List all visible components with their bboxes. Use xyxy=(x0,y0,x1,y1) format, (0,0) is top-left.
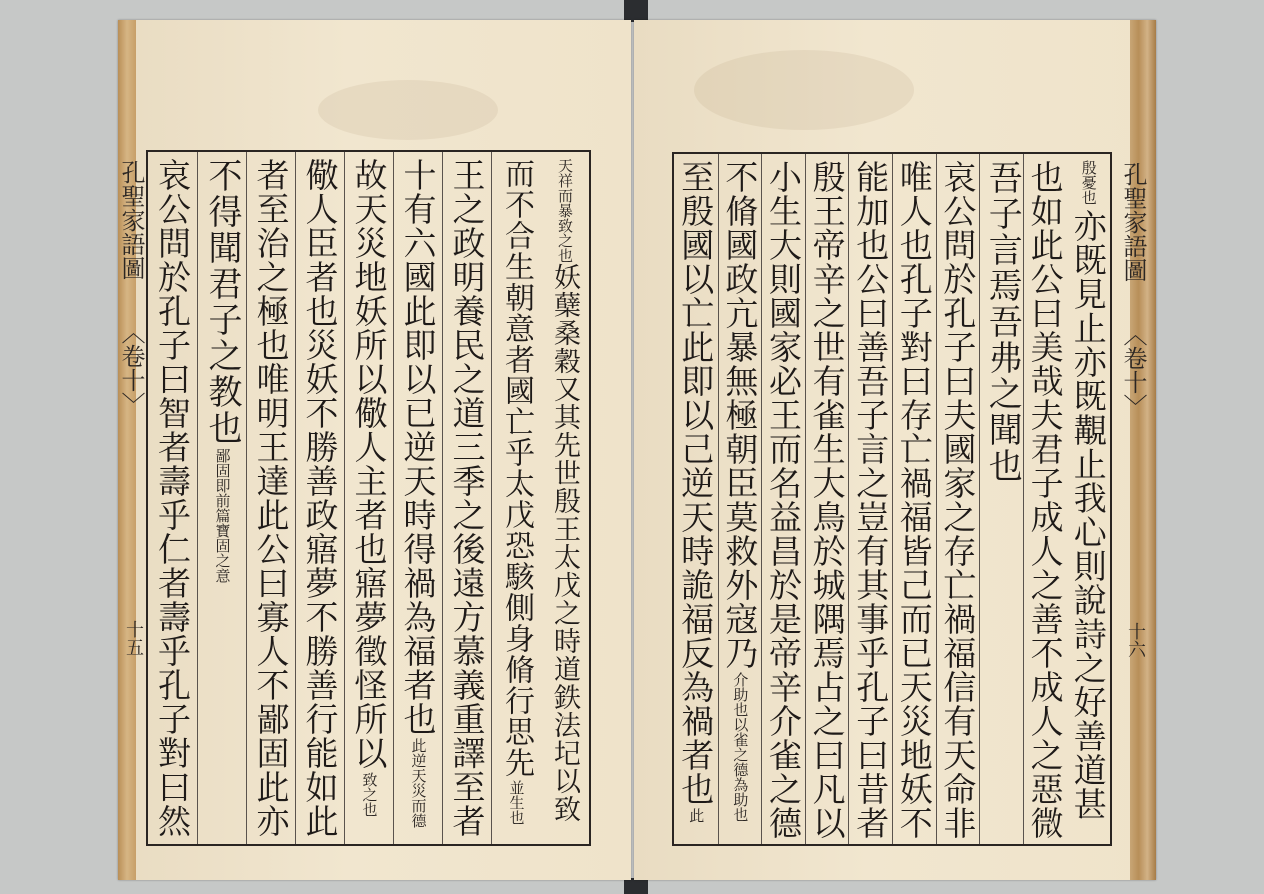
left-text-frame xyxy=(146,150,591,846)
paper-stain xyxy=(694,50,914,130)
annotation-note: 鄙固即前篇寶固之意 xyxy=(213,448,232,583)
book-spine-bottom xyxy=(624,878,648,894)
main-text: 不脩國政亢暴無極朝臣莫救外寇乃 xyxy=(720,160,760,670)
annotation-note: 此 xyxy=(687,808,706,823)
text-column xyxy=(718,154,762,844)
volume-label: 〈卷十〉 xyxy=(1119,322,1147,418)
main-text: 能加也公曰善吾子言之豈有其事乎孔子曰昔者 xyxy=(851,160,891,840)
left-margin-title xyxy=(117,150,145,846)
main-text: 殷王帝辛之世有雀生大鳥於城隅焉占之曰凡以 xyxy=(807,160,847,840)
main-text: 妖蘖桑穀 xyxy=(549,263,580,375)
text-column xyxy=(761,154,805,844)
text-column xyxy=(936,154,980,844)
text-column xyxy=(805,154,849,844)
main-text: 儆人臣者也災妖不勝善政寤夢不勝善行能如此 xyxy=(300,158,340,838)
right-margin-title xyxy=(1119,152,1147,846)
annotation-note: 殷憂也 xyxy=(1079,160,1098,205)
text-column xyxy=(1023,154,1067,844)
annotation-note: 此逆天災而德 xyxy=(409,738,428,828)
main-text: 又其先世殷王太戊之時道鉄法圮以致 xyxy=(549,375,580,823)
right-text-frame xyxy=(672,152,1112,846)
main-text: 吾子言焉吾弗之聞也 xyxy=(982,160,1023,484)
book-spine-top xyxy=(624,0,648,22)
main-text: 小生大則國家必王而名益昌於是帝辛介雀之德 xyxy=(763,160,803,840)
right-page xyxy=(634,20,1156,880)
page-number: 十五 xyxy=(123,620,144,656)
text-column xyxy=(393,152,442,844)
annotation-note: 致之也 xyxy=(360,772,379,817)
page-number: 十六 xyxy=(1125,622,1146,658)
main-text: 而不合生朝意者國亡乎太戊恐駭側身脩行思先 xyxy=(499,158,534,778)
main-text: 至殷國以亡此即以己逆天時詭福反為禍者也 xyxy=(676,160,716,806)
left-page xyxy=(118,20,631,880)
main-text: 十有六國此即以已逆天時得禍為福者也 xyxy=(398,158,438,736)
text-column xyxy=(892,154,936,844)
annotation-note: 天祥而暴致之也 xyxy=(556,158,574,263)
text-column xyxy=(148,152,197,844)
text-column xyxy=(491,152,540,844)
main-text: 也如此公曰美哉夫君子成人之善不成人之惡微 xyxy=(1025,160,1065,840)
volume-label: 〈卷十〉 xyxy=(117,320,145,416)
text-column xyxy=(540,152,589,844)
book-title-vertical: 孔聖家語圖 xyxy=(1119,162,1147,282)
text-column xyxy=(674,154,718,844)
main-text: 故天災地妖所以儆人主者也寤夢徵怪所以 xyxy=(349,158,389,770)
text-column xyxy=(246,152,295,844)
annotation-note: 並生也 xyxy=(507,780,526,825)
main-text: 王之政明養民之道三季之後遠方慕義重譯至者 xyxy=(447,158,487,838)
text-column xyxy=(442,152,491,844)
main-text: 不得聞君子之教也 xyxy=(202,158,242,446)
main-text: 哀公問於孔子曰夫國家之存亡禍福信有天命非 xyxy=(938,160,978,840)
annotation-note: 介助也以雀之德為助也 xyxy=(731,672,750,822)
main-text: 唯人也孔子對曰存亡禍福皆己而已天災地妖不 xyxy=(894,160,934,840)
paper-stain xyxy=(318,80,498,140)
text-column xyxy=(197,152,246,844)
main-text: 亦既見止亦既覯止我心則說詩之好善道甚 xyxy=(1068,209,1108,821)
text-column xyxy=(979,154,1023,844)
text-column xyxy=(295,152,344,844)
main-text: 者至治之極也唯明王達此公曰寡人不鄙固此亦 xyxy=(251,158,291,838)
text-column xyxy=(848,154,892,844)
text-column xyxy=(344,152,393,844)
main-text: 哀公問於孔子曰智者壽乎仁者壽乎孔子對曰然 xyxy=(153,158,192,838)
book-title-vertical: 孔聖家語圖 xyxy=(117,160,145,280)
text-column xyxy=(1066,154,1110,844)
